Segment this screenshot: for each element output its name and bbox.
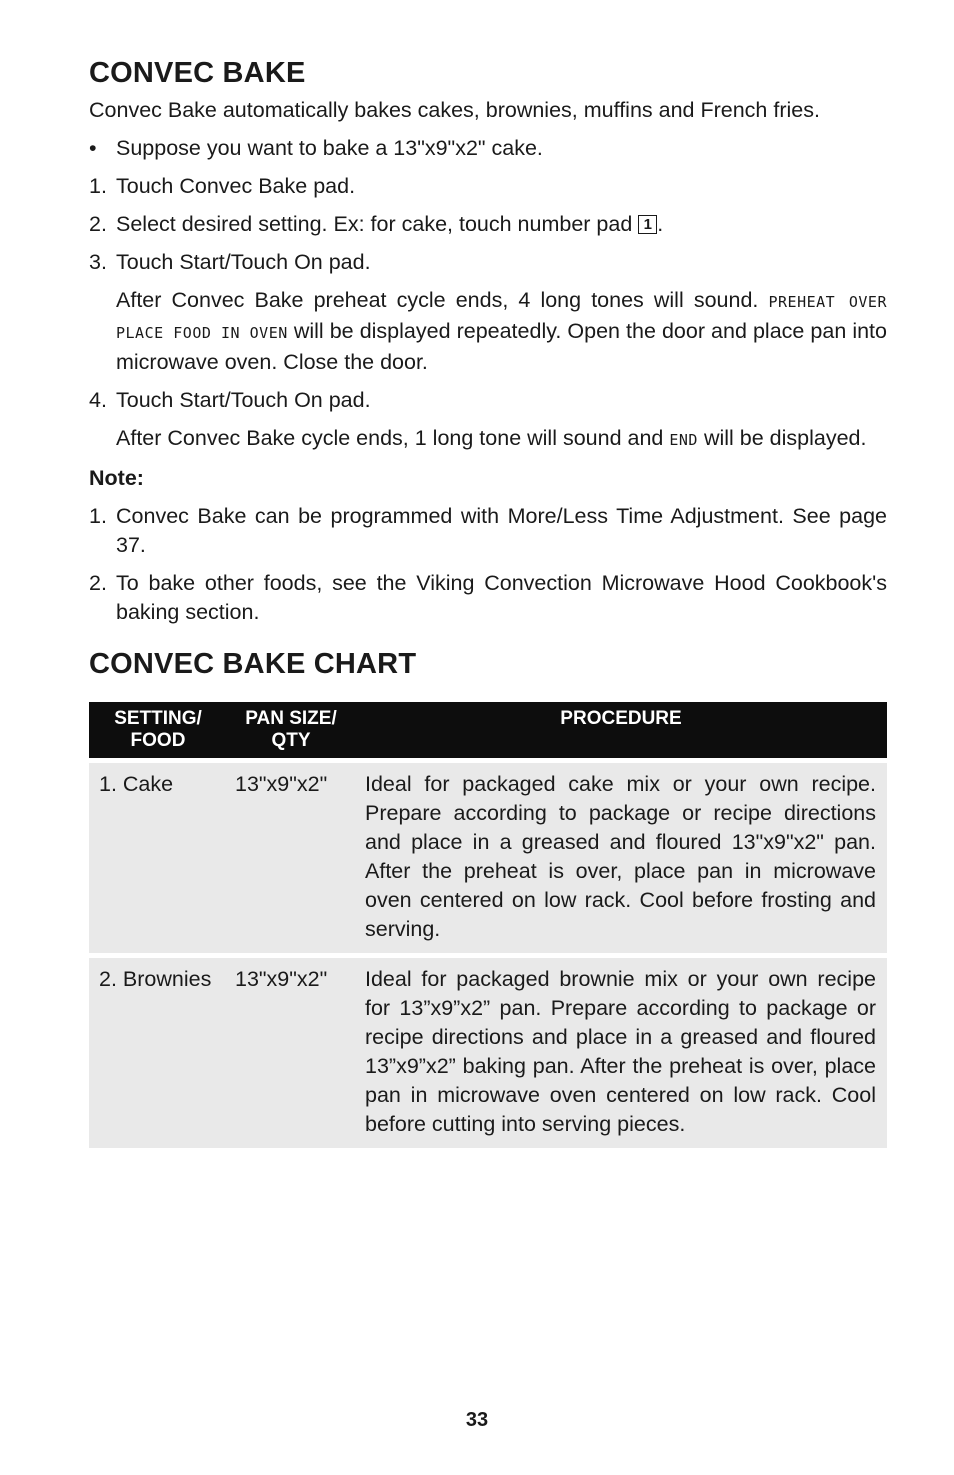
note-marker: 2. <box>89 570 107 595</box>
page-number: 33 <box>465 1409 489 1431</box>
step-4-detail <box>116 424 887 455</box>
header-pan-size-qty: PAN SIZE/ QTY <box>227 702 355 758</box>
step-marker: 2. <box>89 211 107 236</box>
detail-before: After Convec Bake preheat cycle ends, 4 long tones will sound. <box>116 287 759 312</box>
step-text <box>116 210 887 239</box>
bullet-text: Suppose you want to bake a 13"x9"x2" cake. <box>116 135 543 160</box>
display-message: PREHEAT OVER PLACE FOOD IN OVEN <box>116 292 887 342</box>
step-3 <box>89 248 887 277</box>
step-text: Touch Convec Bake pad. <box>116 173 356 198</box>
page-content <box>89 56 887 1148</box>
step-marker: 1. <box>89 173 107 198</box>
table-header-row <box>89 702 887 758</box>
step-4 <box>89 386 887 415</box>
step-marker: 3. <box>89 249 107 274</box>
step-text-before: Select desired setting. Ex: for cake, touch number pad <box>116 211 633 236</box>
note-1 <box>89 502 887 560</box>
cell-setting: 1. Cake <box>89 763 227 953</box>
header-procedure: PROCEDURE <box>355 702 887 758</box>
step-text-after: . <box>657 211 664 236</box>
step-2 <box>89 210 887 239</box>
note-text: Convec Bake can be programmed with More/Less Time Adjustment. See page 37. <box>116 503 887 557</box>
table-row <box>89 958 887 1148</box>
cell-pan-size: 13"x9"x2" <box>227 763 355 953</box>
note-label: Note: <box>89 465 144 490</box>
cell-procedure: Ideal for packaged brownie mix or your own recipe for 13”x9”x2” pan. Prepare according to package or recipe directions and place in a greased and floured 13”x9”x2” baking pan. After the preheat is over, place pan in microwave oven centered on low rack. Cool before cutting into serving pieces. <box>355 958 887 1148</box>
detail-after: will be displayed. <box>703 425 867 450</box>
header-setting-food: SETTING/ FOOD <box>89 702 227 758</box>
step-marker: 4. <box>89 387 107 412</box>
display-message: END <box>669 430 698 449</box>
detail-before: After Convec Bake cycle ends, 1 long tone will sound and <box>116 425 664 450</box>
note-text: To bake other foods, see the Viking Convection Microwave Hood Cookbook's baking section. <box>116 570 887 624</box>
cell-setting: 2. Brownies <box>89 958 227 1148</box>
table-row <box>89 763 887 953</box>
cell-procedure: Ideal for packaged cake mix or your own recipe. Prepare according to package or recipe directions and place in a greased and floured 13"x9"x2" pan. After the preheat is over, place pan in microwave oven centered on low rack. Cool before frosting and serving. <box>355 763 887 953</box>
note-2 <box>89 569 887 627</box>
number-pad-key: 1 <box>638 215 657 234</box>
step-3-detail <box>116 286 887 377</box>
step-1 <box>89 172 887 201</box>
note-marker: 1. <box>89 503 107 528</box>
step-text: Touch Start/Touch On pad. <box>116 387 371 412</box>
cell-pan-size: 13"x9"x2" <box>227 958 355 1148</box>
bullet-marker: • <box>89 135 97 160</box>
step-text: Touch Start/Touch On pad. <box>116 249 371 274</box>
convec-bake-table <box>89 702 887 1148</box>
chart-title: CONVEC BAKE CHART <box>89 647 417 680</box>
intro-paragraph: Convec Bake automatically bakes cakes, brownies, muffins and French fries. <box>89 97 820 122</box>
section-title: CONVEC BAKE <box>89 57 306 89</box>
bullet-item <box>89 134 887 163</box>
detail-after: will be displayed repeatedly. Open the door and place pan into microwave oven. Close the door. <box>116 318 887 374</box>
